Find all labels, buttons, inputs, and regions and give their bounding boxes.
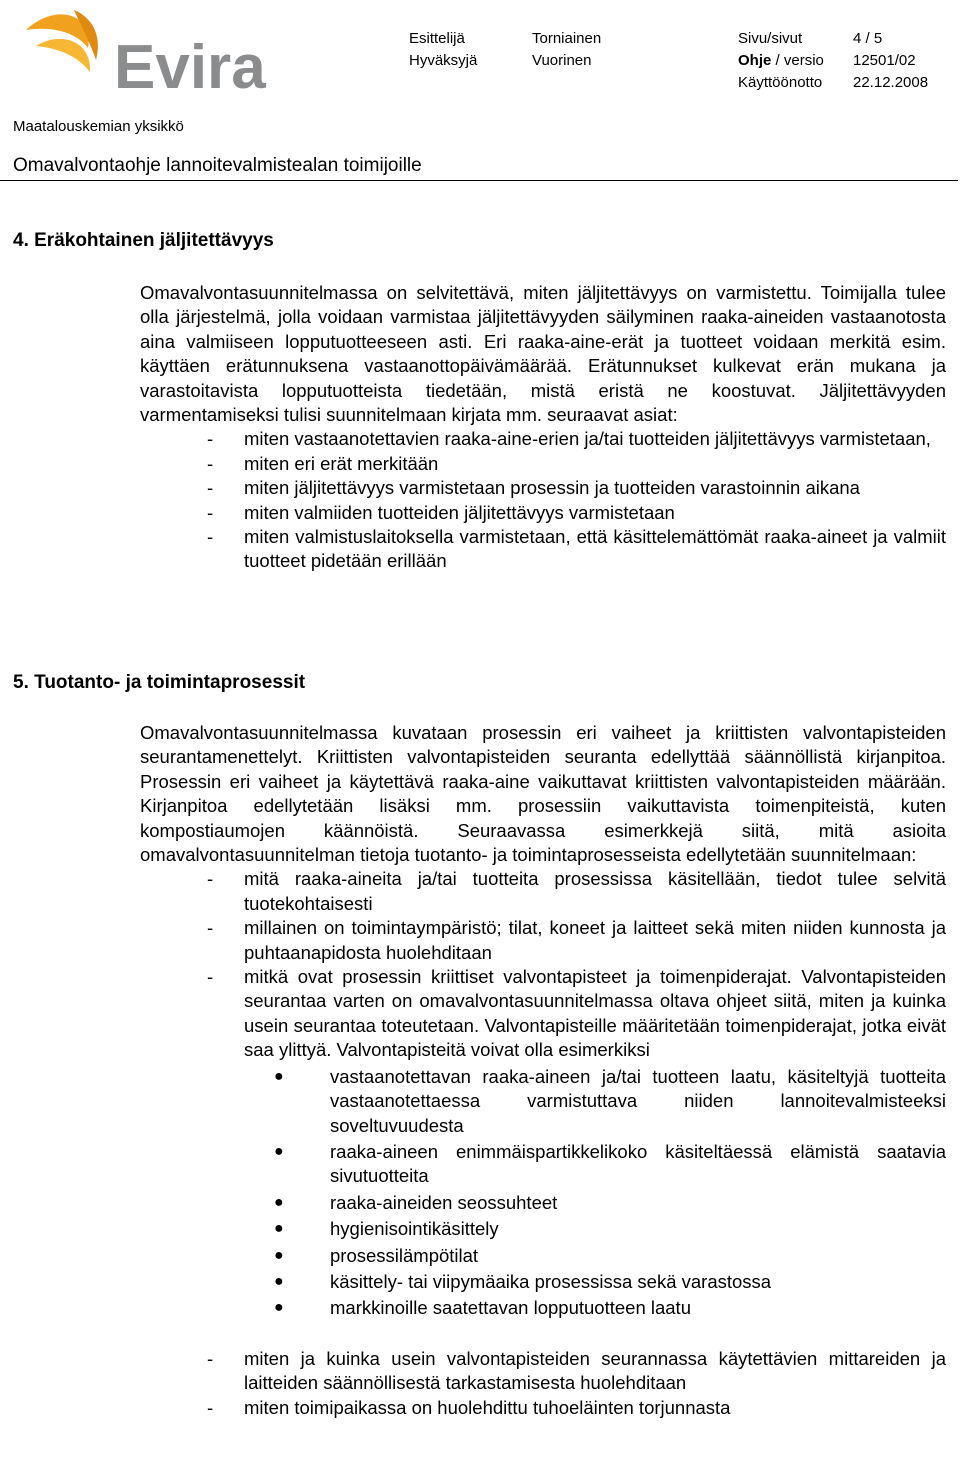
section-5-paragraph: Omavalvontasuunnitelmassa kuvataan prosessin eri vaiheet ja kriittisten valvontapisteiden seurantamenettelyt. Kriittisten valvontapisteiden seuranta edellyttää säännöllistä kirjanpitoa. Prosessin eri vaiheet ja käytettävä raaka-aine vaikuttavat kriittisten valvontapisteiden määrään. Kirjanpitoa edellytetään lisäksi mm. prosessiin vaikuttavista toimenpiteistä, kuten kompostiaumojen käännöistä. Seuraavassa esimerkkejä siitä, mitä asioita omavalvontasuunnitelman tietoja tuotanto- ja toimintaprosesseista edellytetään suunnitelmaan: <box>140 722 946 866</box>
section-4-paragraph: Omavalvontasuunnitelmassa on selvitettävä, miten jäljitettävyys on varmistettu. Toimijalla tulee olla järjestelmä, jolla voidaan varmistaa jäljitettävyyden säilyminen raaka-aineiden vastaanotosta aina valmiiseen lopputuotteeseen asti. Eri raaka-aine-erät ja tuotteet voidaan merkitä esim. käyttäen erätunnuksena vastaanottopäivämäärää. Erätunnukset kulkevat erän mukana ja varastoitavista lopputuotteista tiedetään, mistä eristä ne koostuvat. Jäljitettävyyden varmentamiseksi tulisi suunnitelmaan kirjata mm. seuraavat asiat: <box>140 282 946 426</box>
list-item <box>0 867 946 916</box>
kayttoonotto-label: Käyttöönotto <box>738 74 823 91</box>
section-4-body <box>140 281 946 574</box>
bullet-item-text: vastaanotettavan raaka-aineen ja/tai tuotteen laatu, käsiteltyjä tuotteita vastaanotettaessa varmistuttava niiden lannoitevalmisteeksi soveltuvuudesta <box>330 1065 946 1136</box>
list-item-text: mitkä ovat prosessin kriittiset valvontapisteet ja toimenpiderajat. Valvontapisteiden seurantaa varten on omavalvontasuunnitelmassa oltava ohjeet siitä, miten ja kuinka usein seurantaa toteutetaan. Valvontapisteille määritetään toimenpiderajat, jotka eivät saa ylittyä. Valvontapisteitä voivat olla esimerkiksi <box>244 966 946 1061</box>
bullet-item-text: prosessilämpötilat <box>330 1244 479 1266</box>
svg-text:Evira: Evira <box>114 33 266 98</box>
unit-name: Maatalouskemian yksikkö <box>13 118 184 135</box>
dash-marker: - <box>207 501 214 523</box>
bullet-item <box>140 1191 946 1215</box>
bullet-item <box>140 1270 946 1294</box>
bullet-item <box>140 1065 946 1138</box>
list-item-text: miten jäljitettävyys varmistetaan prosessin ja tuotteiden varastoinnin aikana <box>244 477 860 499</box>
bullet-marker-icon: ● <box>274 1299 284 1317</box>
bullet-item-text: raaka-aineen enimmäispartikkelikoko käsiteltäessä elämistä saatavia sivutuotteita <box>330 1140 946 1187</box>
dash-marker: - <box>207 917 214 939</box>
ohje-value: 12501/02 <box>853 52 916 69</box>
list-item <box>0 452 946 476</box>
bullet-item-text: raaka-aineiden seossuhteet <box>330 1191 558 1213</box>
list-item-text: miten vastaanotettavien raaka-aine-erien ja/tai tuotteiden jäljitettävyys varmistetaan, <box>244 428 931 450</box>
bullet-item <box>140 1296 946 1320</box>
evira-logo-mark-icon <box>26 10 98 72</box>
dash-marker: - <box>207 452 214 474</box>
dash-marker: - <box>207 526 214 548</box>
list-item-text: miten valmiiden tuotteiden jäljitettävyys varmistetaan <box>244 501 675 523</box>
spacer <box>140 1323 946 1347</box>
list-item <box>0 1347 946 1396</box>
bullet-marker-icon: ● <box>274 1272 284 1290</box>
list-item-text: millainen on toimintaympäristö; tilat, koneet ja laitteet sekä miten niiden kunnosta ja puhtaanapidosta huolehditaan <box>244 917 946 963</box>
bullet-item <box>140 1244 946 1268</box>
dash-marker: - <box>207 868 214 890</box>
dash-marker: - <box>207 1347 214 1369</box>
list-item-text: miten ja kuinka usein valvontapisteiden seurannassa käytettävien mittareiden ja laitteiden säännöllisestä tarkastamisesta huolehditaan <box>244 1347 946 1394</box>
section-5-body <box>140 721 946 1420</box>
kayttoonotto-value: 22.12.2008 <box>853 74 929 91</box>
section-5-bullet-list <box>140 1065 946 1321</box>
list-item-text: miten valmistuslaitoksella varmistetaan, että käsittelemättömät raaka-aineet ja valmiit tuotteet pidetään erillään <box>244 526 946 572</box>
bullet-item-text: markkinoille saatettavan lopputuotteen laatu <box>330 1297 691 1319</box>
list-item-text: miten toimipaikassa on huolehdittu tuhoeläinten torjunnasta <box>244 1396 731 1418</box>
bullet-marker-icon: ● <box>274 1067 284 1085</box>
evira-logo <box>16 8 276 98</box>
list-item <box>0 1396 946 1420</box>
ohje-label: Ohje <box>738 52 772 69</box>
bullet-item-text: käsittely- tai viipymäaika prosessissa sekä varastossa <box>330 1270 772 1292</box>
section-4-heading: 4. Eräkohtainen jäljitettävyys <box>13 230 274 251</box>
hyvaksyja-value: Vuorinen <box>532 52 592 69</box>
bullet-item-text: hygienisointikäsittely <box>330 1218 499 1240</box>
dash-marker: - <box>207 966 214 988</box>
bullet-marker-icon: ● <box>274 1246 284 1264</box>
esittelija-value: Torniainen <box>532 30 602 47</box>
list-item-text: miten eri erät merkitään <box>244 452 439 474</box>
bullet-marker-icon: ● <box>274 1142 284 1160</box>
bullet-item <box>140 1140 946 1189</box>
list-item <box>0 427 946 451</box>
sivu-value: 4 / 5 <box>853 30 883 47</box>
hyvaksyja-label: Hyväksyjä <box>409 52 478 69</box>
sivu-label: Sivu/sivut <box>738 30 803 47</box>
bullet-marker-icon: ● <box>274 1193 284 1211</box>
document-title: Omavalvontaohje lannoitevalmistealan toimijoille <box>13 155 422 176</box>
esittelija-label: Esittelijä <box>409 30 465 47</box>
header-divider <box>0 180 958 181</box>
section-5-list <box>140 867 946 1062</box>
list-item <box>0 476 946 500</box>
bullet-item <box>140 1217 946 1241</box>
section-5-heading: 5. Tuotanto- ja toimintaprosessit <box>13 672 306 693</box>
section-5-list-continued <box>140 1347 946 1420</box>
dash-marker: - <box>207 1396 214 1418</box>
versio-label: / versio <box>775 52 824 69</box>
list-item-text: mitä raaka-aineita ja/tai tuotteita prosessissa käsitellään, tiedot tulee selvitä tuotekohtaisesti <box>244 868 946 914</box>
list-item <box>0 965 946 1063</box>
dash-marker: - <box>207 477 214 499</box>
section-4-list <box>140 427 946 573</box>
ohje-versio <box>738 52 824 70</box>
bullet-marker-icon: ● <box>274 1220 284 1238</box>
list-item <box>0 501 946 525</box>
dash-marker: - <box>207 428 214 450</box>
list-item <box>0 525 946 574</box>
list-item <box>0 916 946 965</box>
